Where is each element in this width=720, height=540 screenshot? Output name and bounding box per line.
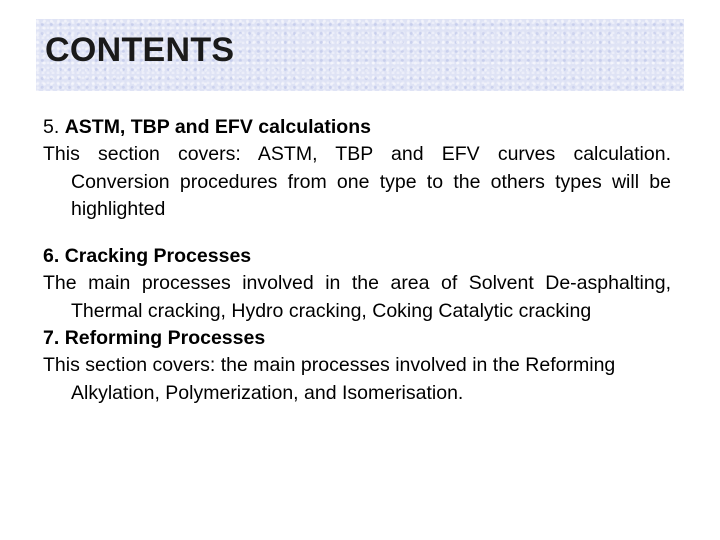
slide-title: CONTENTS <box>45 31 235 69</box>
section-7 <box>43 325 671 407</box>
section-description: This section covers: ASTM, TBP and EFV curves calculation. Conversion procedures from one type to the others types will be highlighted <box>43 143 671 220</box>
section-heading <box>43 325 671 352</box>
section-heading <box>43 114 671 141</box>
section-6 <box>43 243 671 325</box>
section-number: 7. <box>43 327 60 350</box>
section-title: ASTM, TBP and EFV calculations <box>64 116 371 138</box>
section-description: The main processes involved in the area of Solvent De-asphalting, Thermal cracking, Hydro cracking, Coking Catalytic cracking <box>43 272 671 322</box>
section-heading <box>43 243 671 270</box>
contents-list <box>43 114 671 407</box>
section-title: Cracking Processes <box>64 245 252 268</box>
section-number: 5. <box>43 116 60 138</box>
title-banner <box>36 19 684 91</box>
section-number: 6. <box>43 245 60 268</box>
section-description: This section covers: the main processes involved in the Reforming Alkylation, Polymerization, and Isomerisation. <box>43 354 616 404</box>
section-5 <box>43 114 671 223</box>
section-title: Reforming Processes <box>64 327 266 350</box>
